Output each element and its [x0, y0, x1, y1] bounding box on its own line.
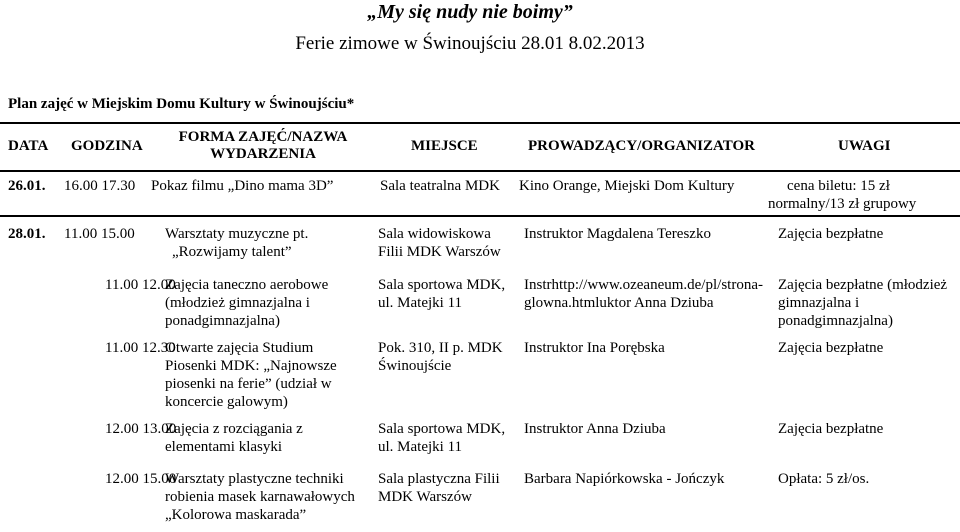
row1-notes-line2: normalny/13 zł grupowy — [768, 196, 917, 212]
row2-event-line1: Warsztaty muzyczne pt. — [165, 226, 309, 242]
row1-organizer: Kino Orange, Miejski Dom Kultury — [519, 178, 735, 194]
row4-place-line2: Świnoujście — [378, 358, 452, 374]
row6-place-line2: MDK Warszów — [378, 489, 472, 505]
row3-event-line1: Zajęcia taneczno aerobowe — [165, 277, 329, 293]
row4-notes: Zajęcia bezpłatne — [778, 340, 884, 356]
column-header-place: MIEJSCE — [411, 138, 478, 154]
row3-notes-line3: ponadgimnazjalna) — [778, 313, 893, 329]
column-header-notes: UWAGI — [838, 138, 891, 154]
row6-time: 12.00 15.00 — [105, 471, 177, 487]
row3-event-line2: (młodzież gimnazjalna i — [165, 295, 310, 311]
row3-place-line1: Sala sportowa MDK, — [378, 277, 506, 293]
row1-place: Sala teatralna MDK — [380, 178, 500, 194]
column-header-event-line1: FORMA ZAJĘĆ/NAZWA — [178, 129, 348, 145]
row1-notes-line1: cena biletu: 15 zł — [787, 178, 890, 194]
row2-time: 11.00 15.00 — [64, 226, 135, 242]
row4-event-line1: Otwarte zajęcia Studium — [165, 340, 314, 356]
row4-event-line4: koncercie galowym) — [165, 394, 288, 410]
row4-event-line3: piosenki na ferie” (udział w — [165, 376, 332, 392]
document-subtitle: Ferie zimowe w Świnoujściu 28.01 8.02.2013 — [295, 33, 645, 54]
row6-organizer: Barbara Napiórkowska - Jończyk — [524, 471, 725, 487]
row2-place-line1: Sala widowiskowa — [378, 226, 491, 242]
column-header-date: DATA — [8, 138, 49, 154]
table-top-border — [0, 122, 960, 124]
column-header-event-line2: WYDARZENIA — [210, 146, 316, 162]
row1-time: 16.00 17.30 — [64, 178, 136, 194]
row3-organizer-line2: glowna.htmluktor Anna Dziuba — [524, 295, 714, 311]
row3-time: 11.00 12.00 — [105, 277, 176, 293]
row5-time: 12.00 13.00 — [105, 421, 177, 437]
plan-heading: Plan zajęć w Miejskim Domu Kultury w Świnoujściu* — [8, 96, 355, 112]
row3-organizer-line1: Instrhttp://www.ozeaneum.de/pl/strona- — [524, 277, 763, 293]
row2-date: 28.01. — [8, 226, 46, 242]
row1-bottom-border — [0, 215, 960, 217]
row3-place-line2: ul. Matejki 11 — [378, 295, 463, 311]
document-title: „My się nudy nie boimy” — [367, 1, 573, 23]
row3-notes-line1: Zajęcia bezpłatne (młodzież — [778, 277, 948, 293]
row3-event-line3: ponadgimnazjalna) — [165, 313, 280, 329]
row4-organizer: Instruktor Ina Porębska — [524, 340, 665, 356]
row6-event-line2: robienia masek karnawałowych — [165, 489, 355, 505]
row1-event: Pokaz filmu „Dino mama 3D” — [151, 178, 334, 194]
row5-place-line1: Sala sportowa MDK, — [378, 421, 506, 437]
column-header-time: GODZINA — [71, 138, 143, 154]
row6-event-line1: Warsztaty plastyczne techniki — [165, 471, 344, 487]
row6-notes: Opłata: 5 zł/os. — [778, 471, 870, 487]
row1-date: 26.01. — [8, 178, 46, 194]
row6-place-line1: Sala plastyczna Filii — [378, 471, 500, 487]
row4-time: 11.00 12.30 — [105, 340, 176, 356]
row2-place-line2: Filii MDK Warszów — [378, 244, 501, 260]
column-header-organizer: PROWADZĄCY/ORGANIZATOR — [528, 138, 755, 154]
row5-event-line2: elementami klasyki — [165, 439, 283, 455]
row2-organizer: Instruktor Magdalena Tereszko — [524, 226, 711, 242]
row5-organizer: Instruktor Anna Dziuba — [524, 421, 666, 437]
row3-notes-line2: gimnazjalna i — [778, 295, 860, 311]
row5-event-line1: Zajęcia z rozciągania z — [165, 421, 303, 437]
header-bottom-border — [0, 170, 960, 172]
row5-place-line2: ul. Matejki 11 — [378, 439, 463, 455]
row2-notes: Zajęcia bezpłatne — [778, 226, 884, 242]
row4-place-line1: Pok. 310, II p. MDK — [378, 340, 503, 356]
row5-notes: Zajęcia bezpłatne — [778, 421, 884, 437]
row6-event-line3: „Kolorowa maskarada” — [165, 507, 307, 523]
row4-event-line2: Piosenki MDK: „Najnowsze — [165, 358, 337, 374]
row2-event-line2: „Rozwijamy talent” — [172, 244, 292, 260]
